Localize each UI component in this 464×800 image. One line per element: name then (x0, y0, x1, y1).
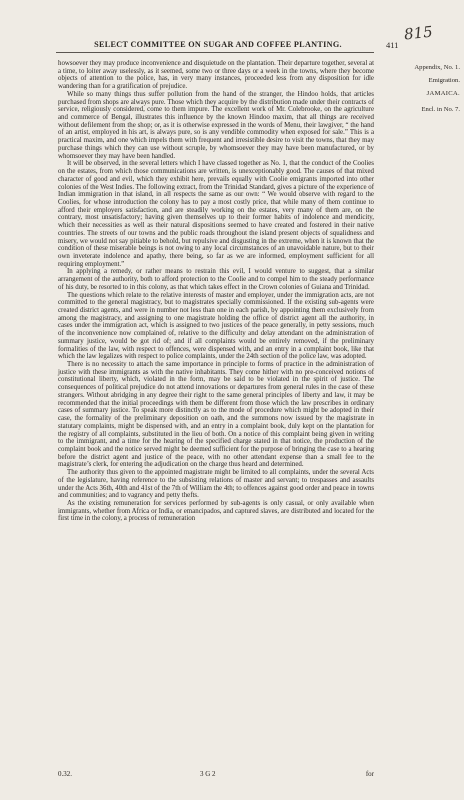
paragraph: As the existing remuneration for services performed by sub-agents is only casual, or only available when immigrants, whether from Africa or India, or emancipados, and captured slaves, are distributed and located for the first time in the colony, a process of remuneration (58, 499, 374, 523)
body-text (58, 60, 374, 523)
header-rule (56, 52, 374, 53)
paragraph: howsoever they may produce inconvenience and disquietude on the plantation. Their departure together, several at a time, to loiter away uselessly, as it seemed, some two or three days or a week in the towns, where they become objects of attention to the police, has, in very many instances, proceeded less from any disposition for idle wandering than for a gratification of prejudice. (58, 60, 374, 91)
margin-notes (378, 62, 460, 117)
paragraph: There is no necessity to attach the same importance in principle to forms of practice in the administration of justice with these immigrants as with the native inhabitants. They come hither with no pre-conceived notions of constitutional liberty, which, violated in the form, may be said to be violated in the spirit of justice. The consequences of political prejudice do not attend innovations or departures from general rules in the case of these strangers. Without abridging in any degree their right to the same general principles of liberty and law, it may be recommended that the initial proceedings with them be different from those which the law prescribes in ordinary cases of summary justice. To speak more distinctly as to the mode of procedure which might be adopted in their case, the formality of the preliminary deposition on oath, and the summons now issued by the magistrate in statutary complaints, might be dispensed with, and an entry in a complaint book, duly kept on the plantation for the registry of all complaints, substituted in the lieu of both. On a notice of this complaint being given in writing to the immigrant, and a time for the hearing of the specified charge stated in that notice, the production of the complaint book and the notice served might be deemed sufficient for the purpose of bringing the case to a hearing before the district agent and justice of the peace, with no other attendant expense than a small fee to the magistrate’s clerk, for entering the adjudication on the charge thus heard and determined. (58, 361, 374, 469)
sidenote-topic: Emigration. (428, 77, 460, 84)
paragraph: The questions which relate to the relative interests of master and employer, under the immigration acts, are not committed to the general magistracy, but to magistrates specially commissioned. If the existing sub-agents were created district agents, and were in number not less than one in each parish, by appointing them exclusively from among the magistracy, and assigning to one magistrate holding the office of district agent all the authority, in cases under the immigration act, which is assigned to two justices of the peace generally, in petty sessions, much of the inconvenience now complained of, relative to the difficulty and delay attendant on the administration of summary justice, would be got rid of; and if all complaints would be entirely removed, if the preliminary formalities of the law, with respect to offences, were dispensed with, and an entry in a complaint book, like that which the law legalizes with respect to police complaints, under the 24th section of the police law, was adopted. (58, 291, 374, 361)
handwritten-folio-number: 815 (403, 22, 434, 44)
sidenote-enclosure: Encl. in No. 7. (421, 106, 460, 113)
paragraph: In applying a remedy, or rather means to restrain this evil, I would venture to suggest, that a similar arrangement of the authority, both to afford protection to the Coolie and to compel him to the steady performance of his duty, be resorted to in this colony, as that which takes effect in the Crown colonies of Guiana and Trinidad. (58, 268, 374, 291)
paragraph: While so many things thus suffer pollution from the hand of the stranger, the Hindoo holds, that articles purchased from shops are always pure. Those which they acquire by the distribution made under their contracts of service, religiously considered, come to them impure. The excellent work of Mr. Colebrooke, on the agriculture and commerce of Bengal, illustrates this influence by the known Hindoo maxim, that all things are received without defilement from the shop; or, as it is otherwise expressed in the words of Menu, their lawgiver, “ the hand of an artist, employed in his art, is always pure, so is any vendible commodity when exposed for sale.” This is a practical maxim, and one which impels them with frequent and irresistible desire to visit the towns, that they may purchase things which they can use without scruple, by whomsoever they may have been manufactured, or by whomsoever they may have been handled. (58, 90, 374, 160)
running-head: SELECT COMMITTEE ON SUGAR AND COFFEE PLANTING. (94, 40, 342, 49)
sidenote-place: JAMAICA. (426, 90, 460, 97)
footer-signature-mark: 3 G 2 (200, 770, 216, 778)
paragraph: It will be observed, in the several letters which I have classed together as No. 1, that the conduct of the Coolies on the estates, from which those communications are written, is unexceptionably good. The causes of that mixed character of good and evil, which they exhibit here, prevails equally with Coolie emigrants imported into other colonies of the West Indies. The following extract, from the Trinidad Standard, gives a picture of the experience of Indian immigration in that island, in all respects the same as our own: “ We would observe with regard to the Coolies, for whose introduction the colony has to pay a most costly price, that while many of them continue to afford their employers satisfaction, and are steadily working on the estates, very many of them are, on the contrary, most unsatisfactory; having given themselves up to their former habits of indolence and mendicity, which their necessities as well as their natural dispositions seemed to have created and fostered in their native countries. The streets of our towns and the public roads throughout the island present objects of squalidness and misery, we would not say pitiable to behold, but repulsive and disgusting in the extreme, when it is known that the condition of these miserable beings is not owing to any local circumstances of an unavoidable nature, but to their own inveterate indolence and apathy, there being, so far as we are informed, employment sufficient for all requiring employment.” (58, 160, 374, 268)
catchword: for (365, 770, 374, 778)
sidenote-appendix: Appendix, No. 1. (414, 64, 460, 71)
footer-signature-left: 0.32. (58, 770, 72, 778)
paragraph: The authority thus given to the appointed magistrate might be limited to all complaints, under the several Acts of the legislature, having reference to the subsisting relations of master and servant; to trespasses and assaults under the Acts 36th, 40th and 41st of the 7th of William the 4th; to offences against good order and peace in towns and communities; and to vagrancy and petty thefts. (58, 469, 374, 500)
page-number: 411 (386, 40, 399, 50)
